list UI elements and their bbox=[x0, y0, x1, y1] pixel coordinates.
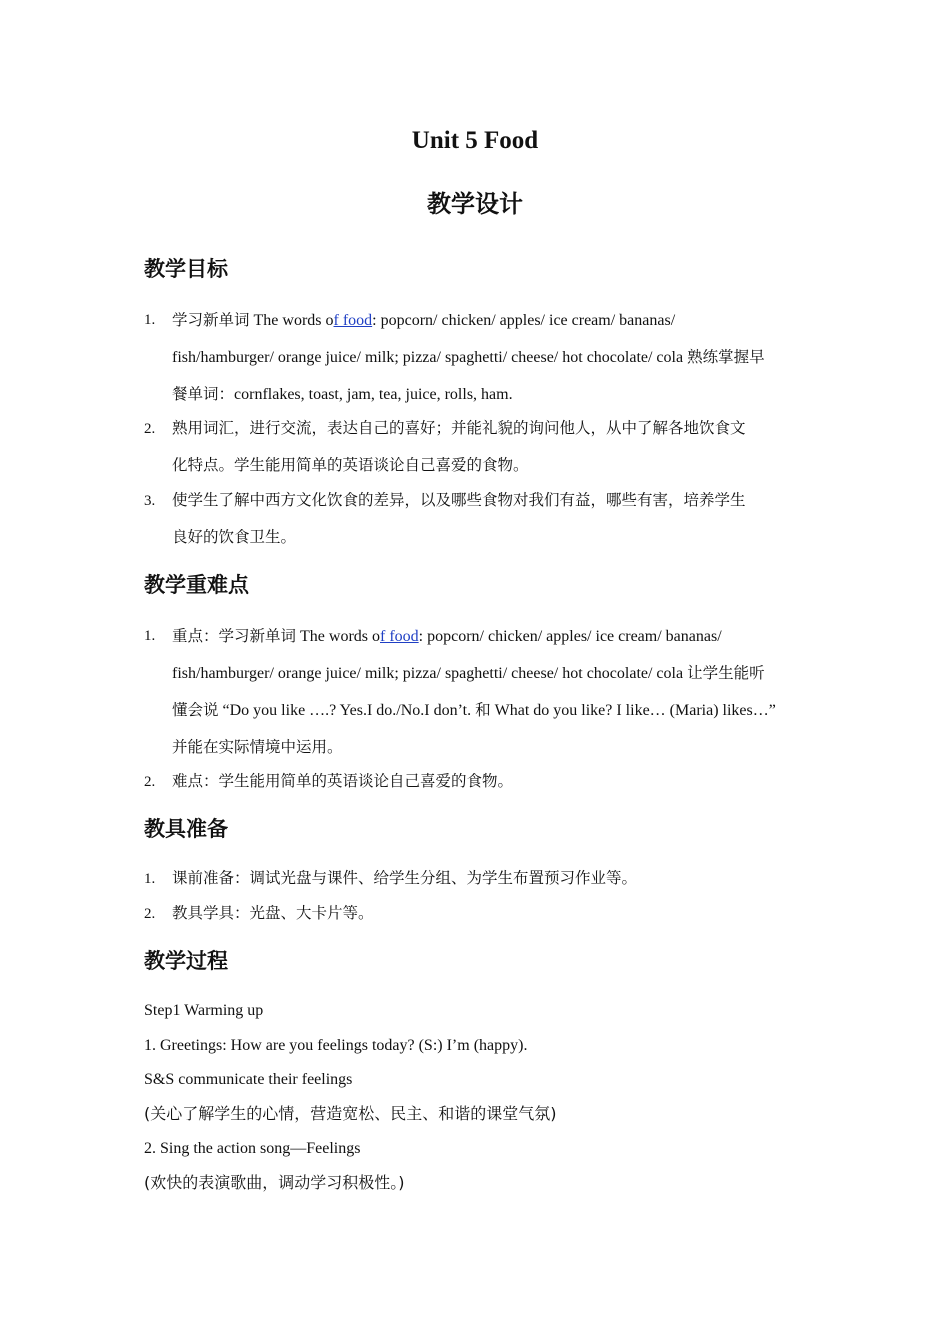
heading-objectives: 教学目标 bbox=[144, 257, 228, 281]
objectives-item-1-line-2: fish/hamburger/ orange juice/ milk; pizza/ spaghetti/ cheese/ hot chocolate/ cola 熟练掌握早 bbox=[172, 348, 765, 366]
objectives-item-2-line-1: 熟用词汇，进行交流，表达自己的喜好；并能礼貌的询问他人，从中了解各地饮食文 bbox=[172, 419, 746, 437]
document-subtitle: 教学设计 bbox=[427, 190, 523, 218]
objectives-item-3-line-1: 使学生了解中西方文化饮食的差异，以及哪些食物对我们有益，哪些有害，培养学生 bbox=[172, 491, 746, 509]
key-points-item-2-number: 2. bbox=[144, 774, 156, 790]
objectives-item-1-number: 1. bbox=[144, 312, 156, 328]
process-ss-communicate: S&S communicate their feelings bbox=[144, 1071, 353, 1088]
key-points-item-1-line-1: 重点：学习新单词 The words of food: popcorn/ chicken/ apples/ ice cream/ bananas/ bbox=[172, 627, 722, 645]
key-points-item-1-line-2: fish/hamburger/ orange juice/ milk; pizza/ spaghetti/ cheese/ hot chocolate/ cola 让学生能听 bbox=[172, 664, 765, 682]
food-link[interactable]: f food bbox=[333, 312, 373, 329]
objectives-item-2-number: 2. bbox=[144, 421, 156, 437]
preparation-item-2-number: 2. bbox=[144, 906, 156, 922]
objectives-item-3-line-2: 良好的饮食卫生。 bbox=[172, 528, 297, 546]
key-points-item-1-line-3: 懂会说 “Do you like ….? Yes.I do./No.I don’t. 和 What do you like? I like… (Maria) likes…” bbox=[172, 701, 776, 719]
process-greetings: 1. Greetings: How are you feelings today? (S:) I’m (happy). bbox=[144, 1037, 528, 1054]
heading-process: 教学过程 bbox=[144, 949, 228, 973]
key-points-item-2-line-1: 难点：学生能用简单的英语谈论自己喜爱的食物。 bbox=[172, 772, 514, 790]
process-sing: 2. Sing the action song—Feelings bbox=[144, 1140, 361, 1157]
preparation-item-1-number: 1. bbox=[144, 871, 156, 887]
process-step1: Step1 Warming up bbox=[144, 1002, 264, 1019]
key-points-item-1-line-4: 并能在实际情境中运用。 bbox=[172, 738, 343, 756]
objectives-item-2-line-2: 化特点。学生能用简单的英语谈论自己喜爱的食物。 bbox=[172, 456, 529, 474]
objectives-item-1-line-3: 餐单词：cornflakes, toast, jam, tea, juice, rolls, ham. bbox=[172, 385, 513, 403]
objectives-item-1-line-1: 学习新单词 The words of food: popcorn/ chicken/ apples/ ice cream/ bananas/ bbox=[172, 311, 676, 329]
key-points-item-1-number: 1. bbox=[144, 628, 156, 644]
preparation-item-2-line-1: 教具学具：光盘、大卡片等。 bbox=[172, 904, 374, 922]
objectives-item-3-number: 3. bbox=[144, 493, 156, 509]
process-note-2: (欢快的表演歌曲，调动学习积极性。) bbox=[144, 1173, 405, 1192]
heading-key-points: 教学重难点 bbox=[144, 573, 249, 597]
heading-preparation: 教具准备 bbox=[144, 817, 228, 841]
food-link-2[interactable]: f food bbox=[380, 628, 419, 645]
document-title: Unit 5 Food bbox=[411, 127, 539, 154]
preparation-item-1-line-1: 课前准备：调试光盘与课件、给学生分组、为学生布置预习作业等。 bbox=[172, 869, 638, 887]
process-note-1: (关心了解学生的心情，营造宽松、民主、和谐的课堂气氛) bbox=[144, 1104, 557, 1123]
